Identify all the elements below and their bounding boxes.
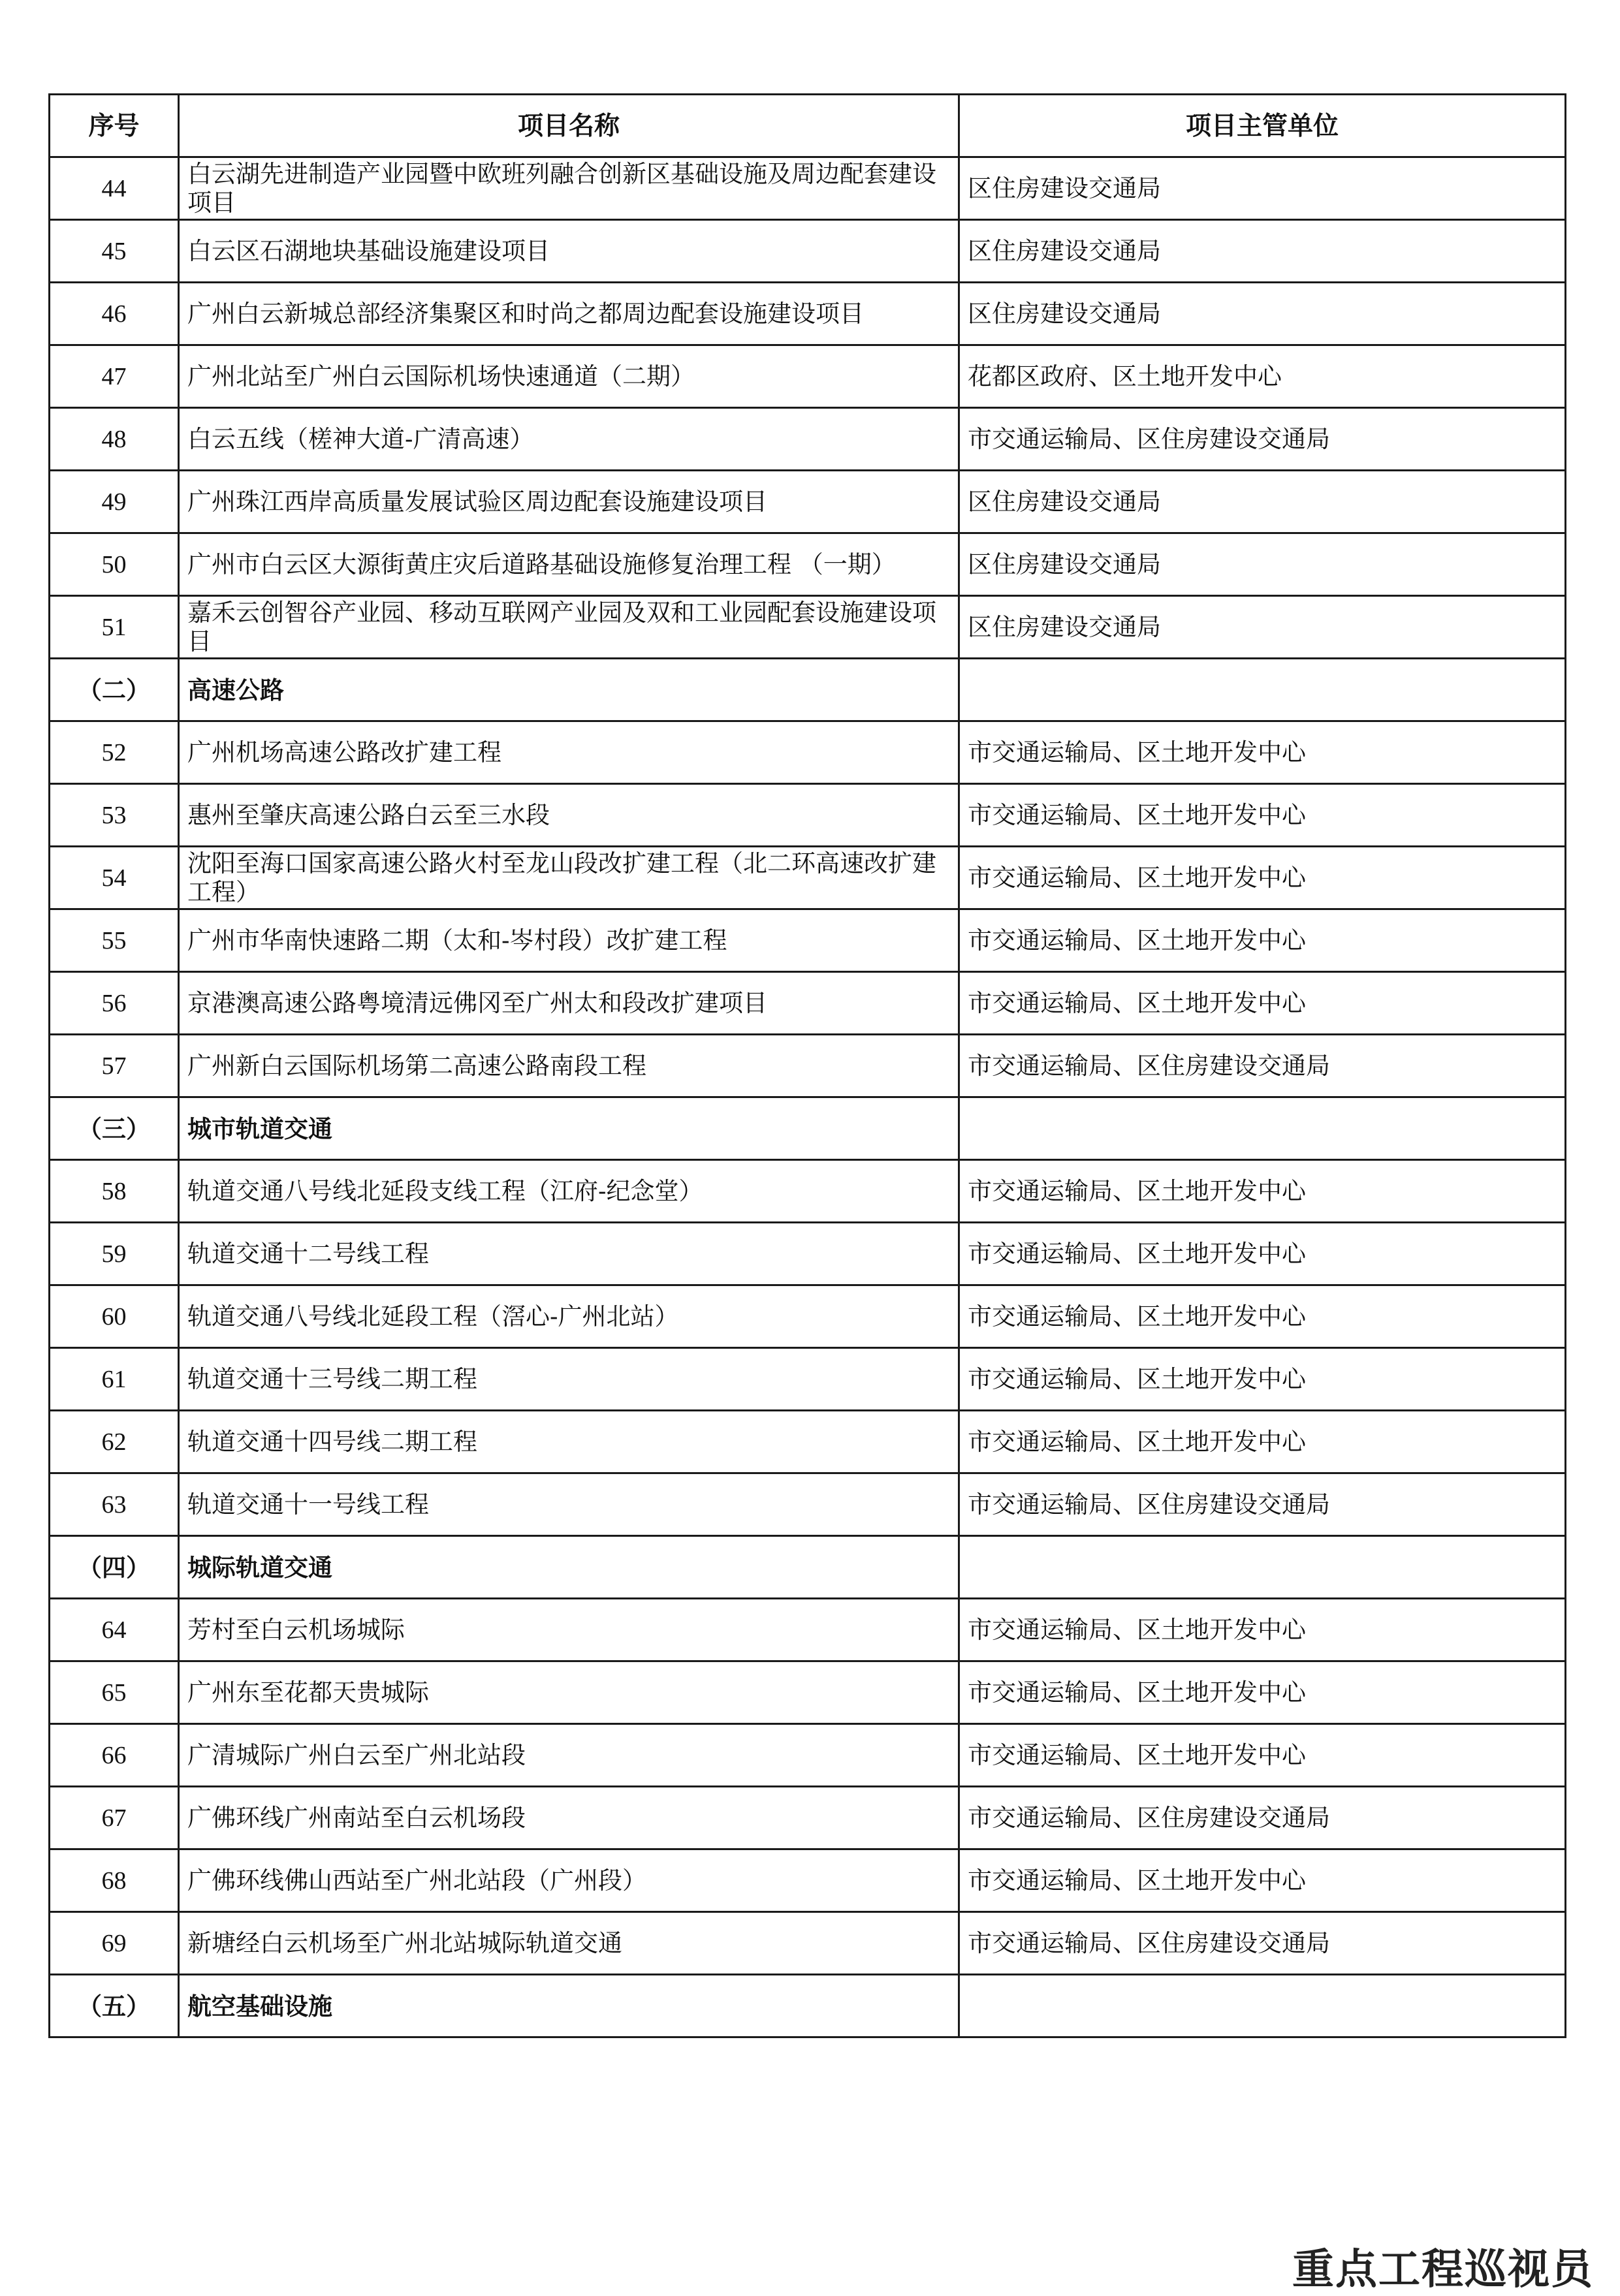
project-name: 广州珠江西岸高质量发展试验区周边配套设施建设项目 xyxy=(179,471,959,533)
table-row xyxy=(50,1285,1566,1348)
project-name: 轨道交通十三号线二期工程 xyxy=(179,1348,959,1411)
row-number: 50 xyxy=(50,533,179,596)
header-name: 项目名称 xyxy=(179,95,959,157)
managing-unit: 区住房建设交通局 xyxy=(959,596,1566,659)
row-number: 65 xyxy=(50,1661,179,1724)
managing-unit: 市交通运输局、区土地开发中心 xyxy=(959,1411,1566,1473)
table-row xyxy=(50,1160,1566,1223)
managing-unit xyxy=(959,659,1566,721)
table-row xyxy=(50,157,1566,220)
table-row xyxy=(50,1849,1566,1912)
row-number: 63 xyxy=(50,1473,179,1536)
project-name: 轨道交通八号线北延段支线工程（江府-纪念堂） xyxy=(179,1160,959,1223)
project-name: 白云区石湖地块基础设施建设项目 xyxy=(179,220,959,283)
managing-unit: 市交通运输局、区土地开发中心 xyxy=(959,1285,1566,1348)
managing-unit: 市交通运输局、区住房建设交通局 xyxy=(959,1035,1566,1097)
table-row xyxy=(50,596,1566,659)
project-name: 高速公路 xyxy=(179,659,959,721)
managing-unit: 市交通运输局、区住房建设交通局 xyxy=(959,1912,1566,1975)
managing-unit: 区住房建设交通局 xyxy=(959,533,1566,596)
row-number: 62 xyxy=(50,1411,179,1473)
row-number: 54 xyxy=(50,847,179,909)
project-name: 广州白云新城总部经济集聚区和时尚之都周边配套设施建设项目 xyxy=(179,283,959,345)
project-name: 轨道交通十一号线工程 xyxy=(179,1473,959,1536)
managing-unit: 市交通运输局、区土地开发中心 xyxy=(959,784,1566,847)
managing-unit: 市交通运输局、区土地开发中心 xyxy=(959,1599,1566,1661)
table-row xyxy=(50,1912,1566,1975)
project-name: 广佛环线佛山西站至广州北站段（广州段） xyxy=(179,1849,959,1912)
row-number: 46 xyxy=(50,283,179,345)
project-name: 城市轨道交通 xyxy=(179,1097,959,1160)
header-unit: 项目主管单位 xyxy=(959,95,1566,157)
table-row xyxy=(50,909,1566,972)
table-row xyxy=(50,1223,1566,1285)
managing-unit: 区住房建设交通局 xyxy=(959,220,1566,283)
project-name: 白云湖先进制造产业园暨中欧班列融合创新区基础设施及周边配套建设项目 xyxy=(179,157,959,220)
row-number: 53 xyxy=(50,784,179,847)
row-number: 57 xyxy=(50,1035,179,1097)
row-number: 64 xyxy=(50,1599,179,1661)
row-number: 59 xyxy=(50,1223,179,1285)
row-number: 58 xyxy=(50,1160,179,1223)
row-number: 67 xyxy=(50,1787,179,1849)
row-number: 61 xyxy=(50,1348,179,1411)
table-row xyxy=(50,847,1566,909)
section-row xyxy=(50,659,1566,721)
managing-unit: 市交通运输局、区土地开发中心 xyxy=(959,1223,1566,1285)
row-number: （四） xyxy=(50,1536,179,1599)
managing-unit: 市交通运输局、区住房建设交通局 xyxy=(959,408,1566,471)
project-name: 白云五线（槎神大道-广清高速） xyxy=(179,408,959,471)
managing-unit xyxy=(959,1097,1566,1160)
managing-unit: 市交通运输局、区土地开发中心 xyxy=(959,972,1566,1035)
managing-unit: 市交通运输局、区住房建设交通局 xyxy=(959,1473,1566,1536)
managing-unit: 区住房建设交通局 xyxy=(959,283,1566,345)
managing-unit xyxy=(959,1536,1566,1599)
row-number: 47 xyxy=(50,345,179,408)
table-row xyxy=(50,408,1566,471)
table-row xyxy=(50,1348,1566,1411)
managing-unit: 市交通运输局、区住房建设交通局 xyxy=(959,1787,1566,1849)
project-name: 芳村至白云机场城际 xyxy=(179,1599,959,1661)
row-number: 55 xyxy=(50,909,179,972)
table-row xyxy=(50,533,1566,596)
project-name: 嘉禾云创智谷产业园、移动互联网产业园及双和工业园配套设施建设项目 xyxy=(179,596,959,659)
row-number: （五） xyxy=(50,1975,179,2037)
project-name: 广州东至花都天贵城际 xyxy=(179,1661,959,1724)
row-number: 60 xyxy=(50,1285,179,1348)
managing-unit: 市交通运输局、区土地开发中心 xyxy=(959,1724,1566,1787)
table-row xyxy=(50,471,1566,533)
table-body xyxy=(50,157,1566,2037)
table-header-row xyxy=(50,95,1566,157)
project-name: 轨道交通十二号线工程 xyxy=(179,1223,959,1285)
section-row xyxy=(50,1097,1566,1160)
row-number: 69 xyxy=(50,1912,179,1975)
table-row xyxy=(50,345,1566,408)
row-number: 68 xyxy=(50,1849,179,1912)
table-row xyxy=(50,721,1566,784)
section-row xyxy=(50,1536,1566,1599)
row-number: 45 xyxy=(50,220,179,283)
project-name: 轨道交通八号线北延段工程（滘心-广州北站） xyxy=(179,1285,959,1348)
managing-unit: 市交通运输局、区土地开发中心 xyxy=(959,1849,1566,1912)
project-name: 京港澳高速公路粤境清远佛冈至广州太和段改扩建项目 xyxy=(179,972,959,1035)
project-name: 广州机场高速公路改扩建工程 xyxy=(179,721,959,784)
managing-unit: 市交通运输局、区土地开发中心 xyxy=(959,909,1566,972)
project-name: 城际轨道交通 xyxy=(179,1536,959,1599)
row-number: （三） xyxy=(50,1097,179,1160)
table-row xyxy=(50,1661,1566,1724)
section-row xyxy=(50,1975,1566,2037)
row-number: 56 xyxy=(50,972,179,1035)
project-name: 广州市华南快速路二期（太和-岑村段）改扩建工程 xyxy=(179,909,959,972)
table-row xyxy=(50,283,1566,345)
managing-unit: 花都区政府、区土地开发中心 xyxy=(959,345,1566,408)
managing-unit: 市交通运输局、区土地开发中心 xyxy=(959,847,1566,909)
table-row xyxy=(50,1787,1566,1849)
row-number: 51 xyxy=(50,596,179,659)
project-name: 沈阳至海口国家高速公路火村至龙山段改扩建工程（北二环高速改扩建工程） xyxy=(179,847,959,909)
managing-unit: 市交通运输局、区土地开发中心 xyxy=(959,1348,1566,1411)
table-row xyxy=(50,1473,1566,1536)
table-row xyxy=(50,1411,1566,1473)
project-name: 航空基础设施 xyxy=(179,1975,959,2037)
managing-unit: 市交通运输局、区土地开发中心 xyxy=(959,721,1566,784)
table-row xyxy=(50,1599,1566,1661)
managing-unit: 区住房建设交通局 xyxy=(959,471,1566,533)
table-row xyxy=(50,972,1566,1035)
header-no: 序号 xyxy=(50,95,179,157)
project-name: 广清城际广州白云至广州北站段 xyxy=(179,1724,959,1787)
row-number: 66 xyxy=(50,1724,179,1787)
project-name: 广州市白云区大源街黄庄灾后道路基础设施修复治理工程 （一期） xyxy=(179,533,959,596)
row-number: 44 xyxy=(50,157,179,220)
project-name: 轨道交通十四号线二期工程 xyxy=(179,1411,959,1473)
managing-unit: 市交通运输局、区土地开发中心 xyxy=(959,1160,1566,1223)
table-row xyxy=(50,1035,1566,1097)
managing-unit: 市交通运输局、区土地开发中心 xyxy=(959,1661,1566,1724)
managing-unit: 区住房建设交通局 xyxy=(959,157,1566,220)
table-row xyxy=(50,220,1566,283)
managing-unit xyxy=(959,1975,1566,2037)
project-name: 广佛环线广州南站至白云机场段 xyxy=(179,1787,959,1849)
row-number: 52 xyxy=(50,721,179,784)
table-row xyxy=(50,1724,1566,1787)
watermark: 重点工程巡视员 xyxy=(1292,2246,1594,2294)
project-name: 广州北站至广州白云国际机场快速通道（二期） xyxy=(179,345,959,408)
row-number: 49 xyxy=(50,471,179,533)
row-number: （二） xyxy=(50,659,179,721)
table-row xyxy=(50,784,1566,847)
project-name: 广州新白云国际机场第二高速公路南段工程 xyxy=(179,1035,959,1097)
project-name: 新塘经白云机场至广州北站城际轨道交通 xyxy=(179,1912,959,1975)
project-table xyxy=(48,93,1566,2038)
project-name: 惠州至肇庆高速公路白云至三水段 xyxy=(179,784,959,847)
row-number: 48 xyxy=(50,408,179,471)
